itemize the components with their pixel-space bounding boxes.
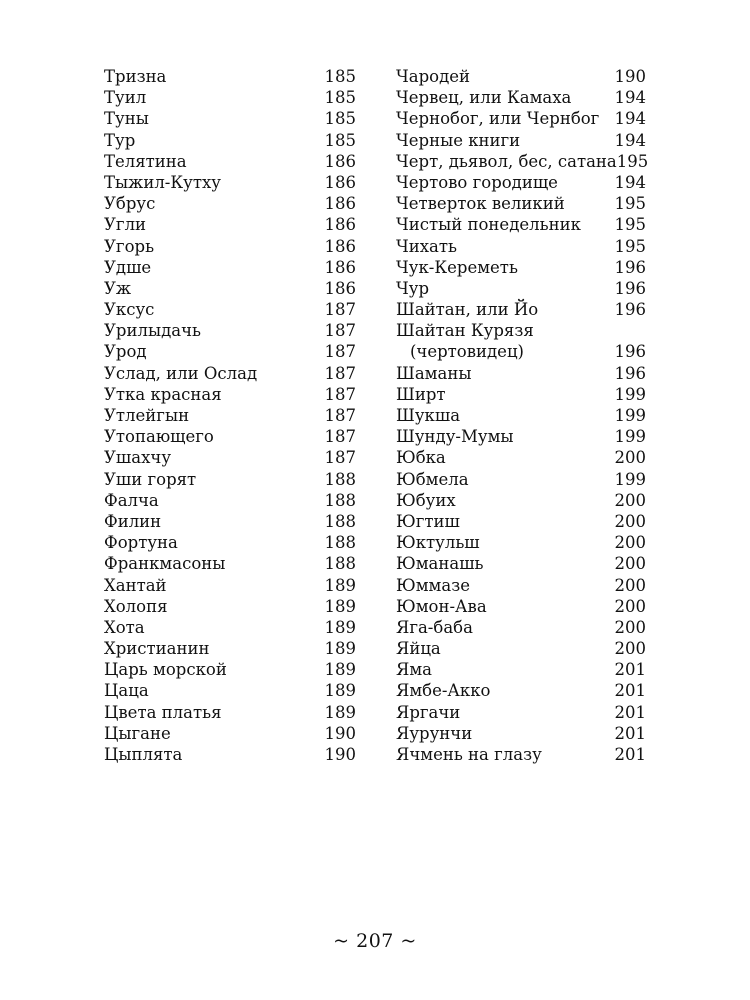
index-page-ref: 190 — [324, 723, 356, 743]
index-entry — [396, 744, 646, 765]
index-page-ref: 189 — [324, 702, 356, 722]
index-term: Ширт — [396, 384, 446, 404]
index-page-ref: 200 — [614, 639, 646, 659]
index-term: Ушахчу — [104, 448, 172, 468]
index-term: Фалча — [104, 490, 159, 510]
index-page-ref: 187 — [324, 363, 356, 383]
index-page-ref: 187 — [324, 342, 356, 362]
index-entry — [396, 257, 646, 278]
index-page-ref: 196 — [614, 257, 646, 277]
index-entry — [104, 744, 356, 765]
index-term: Шайтан, или Йо — [396, 300, 539, 320]
index-page-ref: 186 — [324, 215, 356, 235]
index-term: Холопя — [104, 596, 168, 616]
index-page-ref: 189 — [324, 596, 356, 616]
index-entry — [104, 66, 356, 87]
index-term: Юманашь — [396, 554, 484, 574]
index-page-ref: 194 — [614, 109, 646, 129]
index-entry — [104, 405, 356, 426]
index-term: Чародей — [396, 67, 471, 86]
index-entry — [396, 596, 646, 617]
index-entry — [396, 617, 646, 638]
index-term: Ямбе-Акко — [396, 681, 491, 701]
index-page-ref: 189 — [324, 660, 356, 680]
index-page-ref: 199 — [614, 406, 646, 425]
index-entry — [104, 108, 356, 129]
index-entry — [396, 130, 646, 151]
index-term: Услад, или Ослад — [104, 363, 258, 383]
index-term: Уж — [104, 278, 132, 298]
index-term: Юммазе — [396, 575, 470, 595]
index-page-ref: 189 — [324, 639, 356, 659]
index-page-ref: 187 — [324, 384, 356, 404]
index-page-ref: 186 — [324, 194, 356, 214]
index-page-ref: 199 — [614, 384, 646, 404]
index-page-ref: 186 — [324, 236, 356, 256]
index-term: Угли — [104, 215, 147, 235]
index-page-ref: 189 — [324, 681, 356, 701]
index-entry — [104, 341, 356, 362]
index-page-ref: 185 — [324, 109, 356, 129]
index-term: Филин — [104, 511, 162, 531]
index-term: Шайтан Курязя — [396, 321, 534, 341]
index-page-ref: 195 — [614, 236, 646, 256]
index-page-ref: 188 — [324, 533, 356, 553]
index-page-ref: 188 — [324, 469, 356, 489]
index-page-ref: 188 — [324, 490, 356, 510]
index-term: Чертово городище — [396, 172, 558, 192]
index-page-ref: 185 — [324, 67, 356, 86]
index-page-ref: 201 — [614, 681, 646, 701]
index-entry — [104, 553, 356, 574]
index-entry — [396, 278, 646, 299]
index-page-ref: 188 — [324, 511, 356, 531]
index-page-ref: 196 — [614, 342, 646, 362]
index-page-ref: 186 — [324, 257, 356, 277]
index-entry — [396, 214, 646, 235]
index-entry — [104, 193, 356, 214]
index-term: Туны — [104, 109, 149, 129]
index-term: Черные книги — [396, 130, 521, 150]
index-term: Яурунчи — [396, 723, 473, 743]
index-entry — [104, 575, 356, 596]
index-term: Чернобог, или Чернбог — [396, 109, 600, 129]
index-page-ref: 189 — [324, 575, 356, 595]
index-entry — [396, 511, 646, 532]
index-term: Тыжил-Кутху — [104, 172, 221, 192]
index-page-ref: 190 — [324, 745, 356, 764]
index-entry — [104, 469, 356, 490]
index-entry — [396, 341, 646, 362]
index-entry — [104, 490, 356, 511]
index-entry — [104, 702, 356, 723]
index-page-ref: 195 — [616, 151, 649, 171]
index-term: Чистый понедельник — [396, 215, 581, 235]
index-term: Яга-баба — [396, 617, 473, 637]
index-term: Шунду-Мумы — [396, 427, 514, 447]
index-term: Чур — [396, 278, 430, 298]
index-term: Юбка — [396, 448, 446, 468]
index-term: Цыплята — [104, 745, 183, 764]
index-term: Шаманы — [396, 363, 472, 383]
index-entry — [104, 299, 356, 320]
index-column-right — [396, 66, 649, 765]
index-term: Уксус — [104, 300, 155, 320]
index-page-ref: 200 — [614, 617, 646, 637]
index-page-ref: 187 — [324, 427, 356, 447]
index-entry — [396, 172, 646, 193]
index-entry — [396, 236, 646, 257]
index-entry — [104, 511, 356, 532]
index-term: Убрус — [104, 194, 156, 214]
index-term: Шукша — [396, 406, 461, 425]
index-term: Яргачи — [396, 702, 461, 722]
index-term: Цаца — [104, 681, 149, 701]
index-term: Угорь — [104, 236, 155, 256]
index-page-ref: 195 — [614, 194, 646, 214]
index-term: Фортуна — [104, 533, 178, 553]
index-page-ref: 195 — [614, 215, 646, 235]
index-page-ref: 189 — [324, 617, 356, 637]
index-page-ref: 190 — [614, 67, 646, 86]
index-page-ref: 196 — [614, 363, 646, 383]
index-term: (чертовидец) — [410, 342, 524, 362]
index-entry — [104, 617, 356, 638]
index-entry — [396, 469, 646, 490]
index-entry — [104, 532, 356, 553]
index-page-ref: 200 — [614, 596, 646, 616]
index-term: Тризна — [104, 67, 167, 86]
index-term: Четверток великий — [396, 194, 565, 214]
index-term: Юбуих — [396, 490, 456, 510]
index-entry — [396, 680, 646, 701]
index-entry — [396, 723, 646, 744]
index-page-ref: 201 — [614, 702, 646, 722]
index-term: Христианин — [104, 639, 210, 659]
index-term: Утка красная — [104, 384, 222, 404]
index-entry — [396, 299, 646, 320]
index-term: Царь морской — [104, 660, 227, 680]
index-term: Югтиш — [396, 511, 460, 531]
index-page-ref: 200 — [614, 511, 646, 531]
index-entry — [396, 553, 646, 574]
index-term: Телятина — [104, 151, 187, 171]
index-term: Уши горят — [104, 469, 197, 489]
index-entry — [104, 257, 356, 278]
index-page-ref: 196 — [614, 278, 646, 298]
index-term: Юбмела — [396, 469, 469, 489]
index-term: Удше — [104, 257, 152, 277]
index-entry — [396, 320, 646, 341]
index-entry — [396, 363, 646, 384]
index-term: Яйца — [396, 639, 441, 659]
index-page-ref: 201 — [614, 723, 646, 743]
index-term: Юмон-Ава — [396, 596, 487, 616]
index-term: Хантай — [104, 575, 167, 595]
index-entry — [104, 172, 356, 193]
index-term: Юктульш — [396, 533, 480, 553]
index-entry — [104, 426, 356, 447]
index-entry — [104, 87, 356, 108]
index-entry — [104, 596, 356, 617]
index-entry — [396, 490, 646, 511]
index-entry — [104, 680, 356, 701]
index-page-ref: 194 — [614, 172, 646, 192]
index-term: Утлейгын — [104, 406, 190, 425]
index-page-ref: 186 — [324, 278, 356, 298]
index-entry — [104, 278, 356, 299]
page-number: ~ 207 ~ — [333, 930, 417, 952]
index-term: Черт, дьявол, бес, сатана — [396, 151, 617, 171]
index-entry — [396, 87, 646, 108]
index-entry — [396, 384, 646, 405]
index-page-ref: 194 — [614, 130, 646, 150]
index-entry — [396, 108, 646, 129]
index-term: Яма — [396, 660, 432, 680]
index-term: Цыгане — [104, 723, 171, 743]
index-entry — [104, 130, 356, 151]
index-entry — [104, 447, 356, 468]
index-entry — [104, 638, 356, 659]
index-page-ref: 186 — [324, 172, 356, 192]
index-page-ref: 185 — [324, 130, 356, 150]
index-term: Туил — [104, 88, 147, 108]
index-term: Ячмень на глазу — [396, 745, 542, 764]
index-term: Утопающего — [104, 427, 214, 447]
index-page-ref: 200 — [614, 554, 646, 574]
index-term: Хота — [104, 617, 145, 637]
index-term: Урилыдачь — [104, 321, 201, 341]
index-term: Франкмасоны — [104, 554, 226, 574]
index-entry — [104, 384, 356, 405]
index-entry — [104, 320, 356, 341]
index-page-ref: 187 — [324, 406, 356, 425]
index-page-ref: 200 — [614, 448, 646, 468]
index-page-ref: 199 — [614, 427, 646, 447]
index-page-ref: 185 — [324, 88, 356, 108]
index-entry — [104, 236, 356, 257]
index-column-left — [104, 66, 356, 765]
index-entry — [104, 363, 356, 384]
index-entry — [104, 723, 356, 744]
index-page-ref: 187 — [324, 448, 356, 468]
index-entry — [396, 66, 646, 87]
index-entry — [396, 447, 646, 468]
index-page-ref: 187 — [324, 321, 356, 341]
index-page-ref: 200 — [614, 490, 646, 510]
index-page-ref: 194 — [614, 88, 646, 108]
index-term: Тур — [104, 130, 136, 150]
index-entry — [396, 151, 649, 172]
index-page-ref: 201 — [614, 660, 646, 680]
index-page-ref: 186 — [324, 151, 356, 171]
index-entry — [396, 405, 646, 426]
index-term: Чук-Кереметь — [396, 257, 518, 277]
index-entry — [396, 426, 646, 447]
index-page-ref: 196 — [614, 300, 646, 320]
index-entry — [104, 151, 356, 172]
index-entry — [104, 214, 356, 235]
index-page-ref: 200 — [614, 533, 646, 553]
index-page-ref: 201 — [614, 745, 646, 764]
index-page-ref: 200 — [614, 575, 646, 595]
index-entry — [396, 532, 646, 553]
index-entry — [104, 659, 356, 680]
index-entry — [396, 638, 646, 659]
index-page-ref: 199 — [614, 469, 646, 489]
index-term: Червец, или Камаха — [396, 88, 572, 108]
index-page-ref: 188 — [324, 554, 356, 574]
index-entry — [396, 659, 646, 680]
index-term: Чихать — [396, 236, 458, 256]
index-page-ref: 187 — [324, 300, 356, 320]
index-term: Цвета платья — [104, 702, 222, 722]
index-term: Урод — [104, 342, 147, 362]
index-entry — [396, 193, 646, 214]
index-entry — [396, 575, 646, 596]
index-entry — [396, 702, 646, 723]
